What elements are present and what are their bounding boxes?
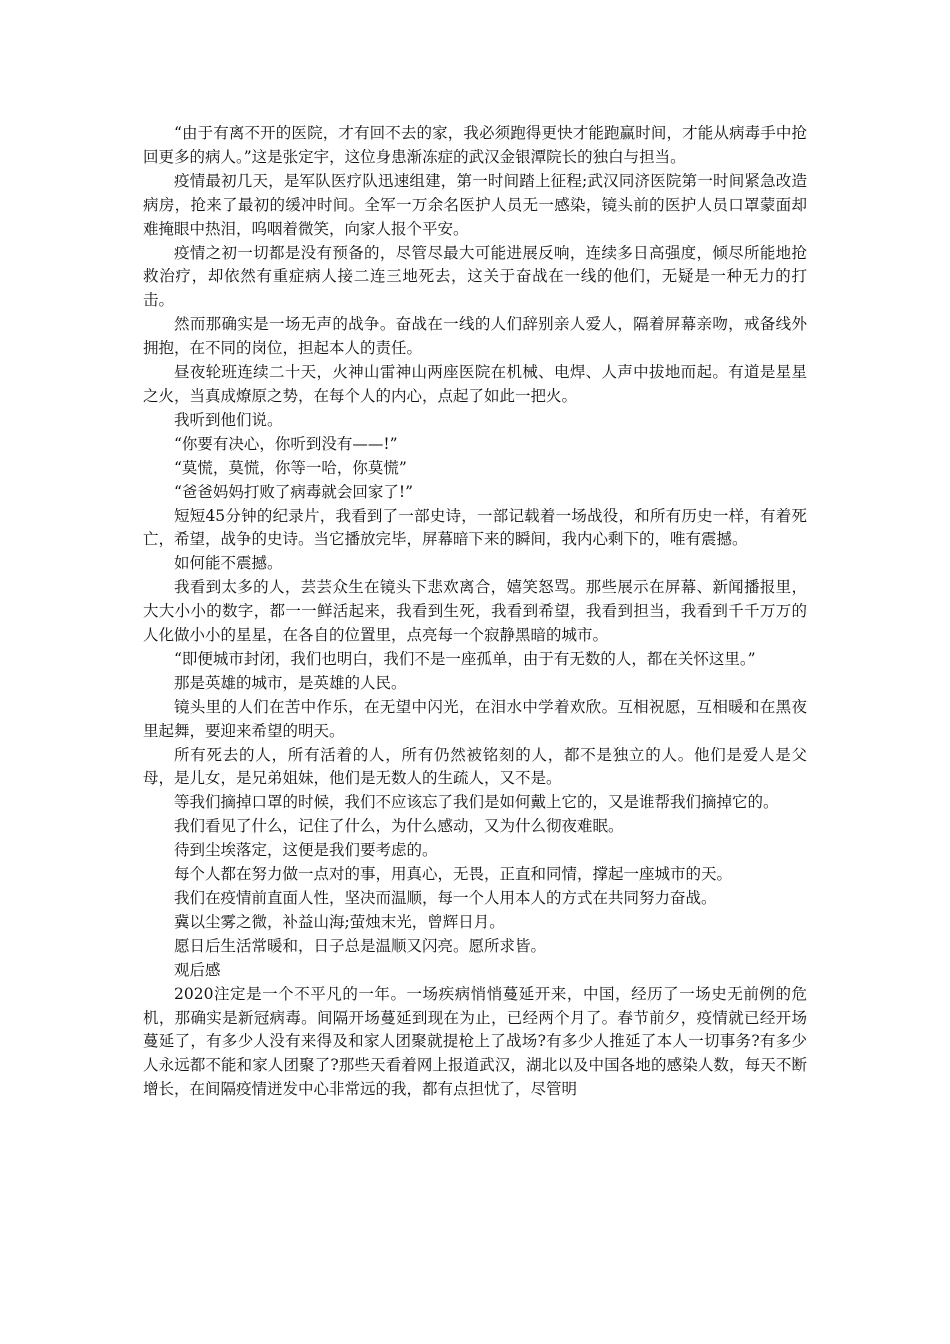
paragraph: 待到尘埃落定，这便是我们要考虑的。: [174, 841, 438, 860]
paragraph: 所有死去的人，所有活着的人，所有仍然被铭刻的人，都不是独立的人。他们是爱人是父母，是儿女，是兄弟姐妹，他们是无数人的生疏人，又不是。: [143, 745, 807, 788]
paragraph: 疫情之初一切都是没有预备的，尽管尽最大可能进展反响，连续多日高强度，倾尽所能地抢救治疗，却依然有重症病人接二连三地死去，这关于奋战在一线的他们，无疑是一种无力的打击。: [143, 243, 807, 310]
document-page: [143, 122, 807, 1102]
paragraph: 愿日后生活常暖和，日子总是温顺又闪亮。愿所求皆。: [174, 936, 547, 955]
paragraph: 我们在疫情前直面人性，坚决而温顺，每一个人用本人的方式在共同努力奋战。: [174, 889, 717, 907]
paragraph: 镜头里的人们在苦中作乐，在无望中闪光，在泪水中学着欢欣。互相祝愿，互相暖和在黑夜里起舞，要迎来希望的明天。: [143, 697, 807, 740]
paragraph: 2020注定是一个不平凡的一年。一场疾病悄悄蔓延开来，中国，经历了一场史无前例的危机，那确实是新冠病毒。间隔开场蔓延到现在为止，已经两个月了。春节前夕，疫情就已经开场蔓延了，有多少人没有来得及和家人团聚就提枪上了战场?有多少人推延了本人一切事务?有多少人永远都不能和家人团聚了?那些天看着网上报道武汉，湖北以及中国各地的感染人数，每天不断增长，在间隔疫情迸发中心非常远的我，都有点担忧了，尽管明: [143, 984, 807, 1099]
paragraph: 那是英雄的城市，是英雄的人民。: [174, 673, 407, 692]
paragraph: 每个人都在努力做一点对的事，用真心，无畏，正直和同情，撑起一座城市的天。: [174, 865, 733, 884]
paragraph: 冀以尘雾之微，补益山海;萤烛末光，曾辉日月。: [174, 912, 505, 931]
paragraph: 短短45分钟的纪录片，我看到了一部史诗，一部记载着一场战役，和所有历史一样，有着死亡，希望，战争的史诗。当它播放完毕，屏幕暗下来的瞬间，我内心剩下的，唯有震撼。: [143, 506, 807, 549]
quote-line: “莫慌，莫慌，你等一哈，你莫慌”: [174, 458, 407, 477]
paragraph: “由于有离不开的医院，才有回不去的家，我必须跑得更快才能跑赢时间，才能从病毒手中抢回更多的病人。”这是张定宇，这位身患渐冻症的武汉金银潭院长的独白与担当。: [143, 124, 807, 166]
paragraph: 然而那确实是一场无声的战争。奋战在一线的人们辞别亲人爱人，隔着屏幕亲吻，戒备线外拥抱，在不同的岗位，担起本人的责任。: [143, 315, 807, 358]
paragraph: 如何能不震撼。: [174, 554, 283, 573]
quote-line: “你要有决心，你听到没有——!”: [174, 434, 398, 453]
section-heading: 观后感: [174, 960, 221, 979]
paragraph: 我们看见了什么，记住了什么，为什么感动，又为什么彻夜难眠。: [174, 817, 624, 836]
paragraph: 我听到他们说。: [174, 410, 283, 429]
paragraph: 疫情最初几天，是军队医疗队迅速组建，第一时间踏上征程;武汉同济医院第一时间紧急改造病房，抢来了最初的缓冲时间。全军一万余名医护人员无一感染，镜头前的医护人员口罩蒙面却难掩眼中热泪，呜咽着微笑，向家人报个平安。: [143, 171, 807, 238]
paragraph: 等我们摘掉口罩的时候，我们不应该忘了我们是如何戴上它的，又是谁帮我们摘掉它的。: [174, 793, 779, 812]
quote-line: “即便城市封闭，我们也明白，我们不是一座孤单，由于有无数的人，都在关怀这里。”: [174, 649, 756, 668]
paragraph: 昼夜轮班连续二十天，火神山雷神山两座医院在机械、电焊、人声中拔地而起。有道是星星之火，当真成燎原之势，在每个人的内心，点起了如此一把火。: [143, 363, 807, 405]
quote-line: “爸爸妈妈打败了病毒就会回家了!”: [174, 482, 414, 501]
paragraph: 我看到太多的人，芸芸众生在镜头下悲欢离合，嬉笑怒骂。那些展示在屏幕、新闻播报里，大大小小的数字，都一一鲜活起来，我看到生死，我看到希望，我看到担当，我看到千千万万的人化做小小的星星，在各自的位置里，点亮每一个寂静黑暗的城市。: [143, 578, 807, 645]
